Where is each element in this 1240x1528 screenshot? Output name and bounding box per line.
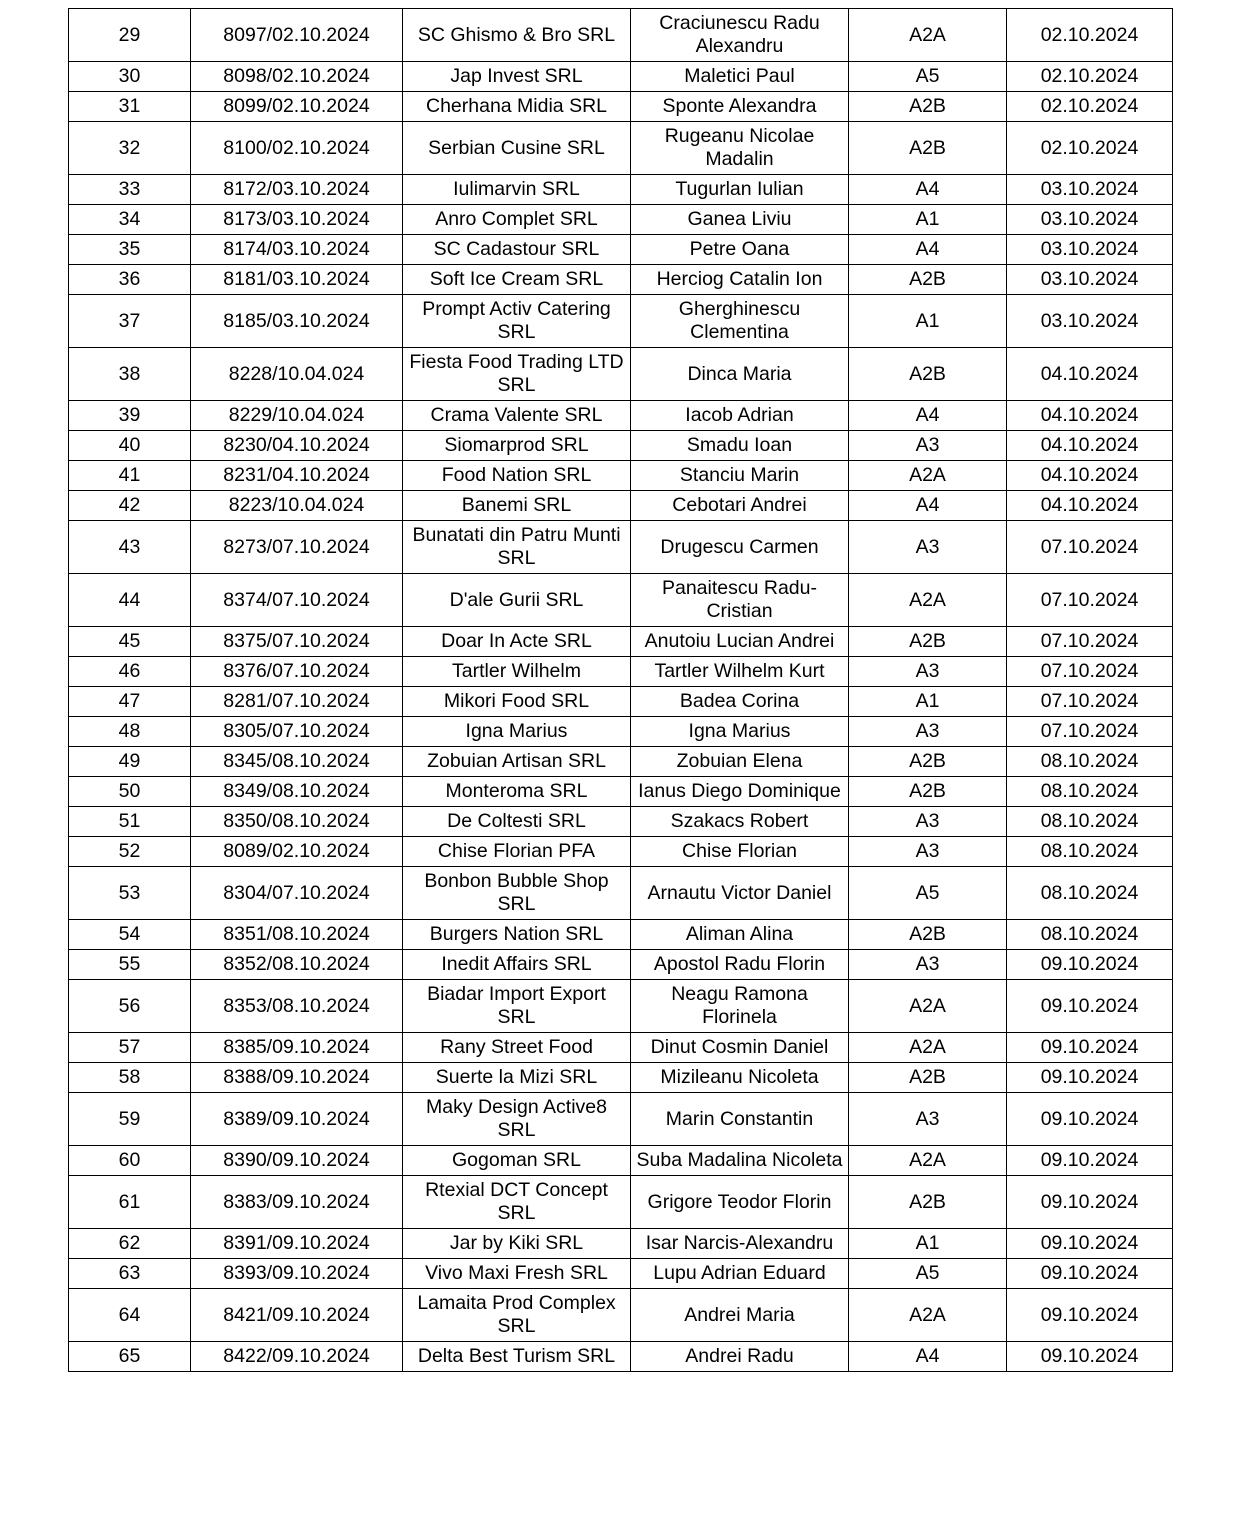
- cell-person: Arnautu Victor Daniel: [631, 867, 849, 920]
- cell-class: A4: [849, 401, 1007, 431]
- cell-nr: 30: [69, 62, 191, 92]
- cell-nr: 61: [69, 1176, 191, 1229]
- cell-class: A2B: [849, 920, 1007, 950]
- cell-registration_number: 8391/09.10.2024: [191, 1229, 403, 1259]
- cell-class: A4: [849, 235, 1007, 265]
- cell-person: Ganea Liviu: [631, 205, 849, 235]
- cell-company: Rtexial DCT Concept SRL: [403, 1176, 631, 1229]
- cell-class: A2A: [849, 461, 1007, 491]
- cell-person: Andrei Radu: [631, 1342, 849, 1372]
- cell-company: Vivo Maxi Fresh SRL: [403, 1259, 631, 1289]
- cell-person: Dinca Maria: [631, 348, 849, 401]
- cell-company: Food Nation SRL: [403, 461, 631, 491]
- table-row: [69, 348, 1173, 401]
- cell-nr: 29: [69, 9, 191, 62]
- cell-date: 08.10.2024: [1007, 777, 1173, 807]
- cell-date: 09.10.2024: [1007, 1146, 1173, 1176]
- cell-class: A3: [849, 837, 1007, 867]
- cell-registration_number: 8352/08.10.2024: [191, 950, 403, 980]
- cell-nr: 45: [69, 627, 191, 657]
- cell-class: A2B: [849, 1063, 1007, 1093]
- cell-class: A2B: [849, 627, 1007, 657]
- cell-nr: 37: [69, 295, 191, 348]
- cell-nr: 64: [69, 1289, 191, 1342]
- cell-date: 09.10.2024: [1007, 1176, 1173, 1229]
- cell-company: Maky Design Active8 SRL: [403, 1093, 631, 1146]
- cell-date: 03.10.2024: [1007, 265, 1173, 295]
- cell-registration_number: 8374/07.10.2024: [191, 574, 403, 627]
- table-row: [69, 980, 1173, 1033]
- cell-class: A1: [849, 205, 1007, 235]
- cell-person: Grigore Teodor Florin: [631, 1176, 849, 1229]
- cell-registration_number: 8089/02.10.2024: [191, 837, 403, 867]
- cell-class: A2A: [849, 1033, 1007, 1063]
- cell-nr: 31: [69, 92, 191, 122]
- cell-class: A5: [849, 62, 1007, 92]
- cell-nr: 41: [69, 461, 191, 491]
- table-row: [69, 777, 1173, 807]
- cell-date: 02.10.2024: [1007, 92, 1173, 122]
- cell-nr: 34: [69, 205, 191, 235]
- cell-nr: 59: [69, 1093, 191, 1146]
- table-row: [69, 295, 1173, 348]
- cell-date: 09.10.2024: [1007, 1342, 1173, 1372]
- cell-date: 08.10.2024: [1007, 867, 1173, 920]
- table-row: [69, 235, 1173, 265]
- cell-person: Suba Madalina Nicoleta: [631, 1146, 849, 1176]
- table-row: [69, 205, 1173, 235]
- cell-company: De Coltesti SRL: [403, 807, 631, 837]
- cell-registration_number: 8350/08.10.2024: [191, 807, 403, 837]
- cell-registration_number: 8185/03.10.2024: [191, 295, 403, 348]
- cell-company: Zobuian Artisan SRL: [403, 747, 631, 777]
- table-row: [69, 627, 1173, 657]
- cell-person: Lupu Adrian Eduard: [631, 1259, 849, 1289]
- cell-class: A2B: [849, 122, 1007, 175]
- cell-company: Siomarprod SRL: [403, 431, 631, 461]
- table-row: [69, 401, 1173, 431]
- cell-company: Mikori Food SRL: [403, 687, 631, 717]
- cell-company: SC Ghismo & Bro SRL: [403, 9, 631, 62]
- cell-company: Iulimarvin SRL: [403, 175, 631, 205]
- table-row: [69, 867, 1173, 920]
- cell-company: Cherhana Midia SRL: [403, 92, 631, 122]
- cell-class: A3: [849, 807, 1007, 837]
- cell-company: Chise Florian PFA: [403, 837, 631, 867]
- cell-class: A5: [849, 867, 1007, 920]
- cell-nr: 51: [69, 807, 191, 837]
- cell-class: A2B: [849, 92, 1007, 122]
- cell-date: 07.10.2024: [1007, 627, 1173, 657]
- cell-person: Szakacs Robert: [631, 807, 849, 837]
- table-row: [69, 1093, 1173, 1146]
- cell-class: A3: [849, 950, 1007, 980]
- cell-class: A2B: [849, 265, 1007, 295]
- table-row: [69, 265, 1173, 295]
- cell-class: A1: [849, 687, 1007, 717]
- cell-company: Banemi SRL: [403, 491, 631, 521]
- cell-company: Serbian Cusine SRL: [403, 122, 631, 175]
- cell-person: Sponte Alexandra: [631, 92, 849, 122]
- cell-company: Lamaita Prod Complex SRL: [403, 1289, 631, 1342]
- cell-person: Smadu Ioan: [631, 431, 849, 461]
- cell-date: 04.10.2024: [1007, 461, 1173, 491]
- cell-date: 08.10.2024: [1007, 807, 1173, 837]
- cell-person: Apostol Radu Florin: [631, 950, 849, 980]
- cell-company: Tartler Wilhelm: [403, 657, 631, 687]
- cell-nr: 63: [69, 1259, 191, 1289]
- cell-company: Crama Valente SRL: [403, 401, 631, 431]
- cell-registration_number: 8376/07.10.2024: [191, 657, 403, 687]
- cell-registration_number: 8229/10.04.024: [191, 401, 403, 431]
- cell-registration_number: 8174/03.10.2024: [191, 235, 403, 265]
- cell-company: D'ale Gurii SRL: [403, 574, 631, 627]
- cell-class: A4: [849, 491, 1007, 521]
- table-row: [69, 717, 1173, 747]
- table-row: [69, 431, 1173, 461]
- cell-company: Fiesta Food Trading LTD SRL: [403, 348, 631, 401]
- cell-nr: 54: [69, 920, 191, 950]
- registration-table: [68, 8, 1173, 1372]
- cell-nr: 56: [69, 980, 191, 1033]
- table-row: [69, 807, 1173, 837]
- cell-date: 09.10.2024: [1007, 1063, 1173, 1093]
- table-row: [69, 950, 1173, 980]
- cell-person: Gherghinescu Clementina: [631, 295, 849, 348]
- table-row: [69, 175, 1173, 205]
- cell-registration_number: 8304/07.10.2024: [191, 867, 403, 920]
- cell-date: 09.10.2024: [1007, 1289, 1173, 1342]
- cell-date: 09.10.2024: [1007, 1093, 1173, 1146]
- table-row: [69, 1259, 1173, 1289]
- cell-registration_number: 8181/03.10.2024: [191, 265, 403, 295]
- cell-date: 03.10.2024: [1007, 295, 1173, 348]
- cell-class: A5: [849, 1259, 1007, 1289]
- cell-class: A2A: [849, 1289, 1007, 1342]
- cell-date: 09.10.2024: [1007, 1229, 1173, 1259]
- cell-nr: 53: [69, 867, 191, 920]
- table-row: [69, 1063, 1173, 1093]
- table-row: [69, 92, 1173, 122]
- cell-registration_number: 8390/09.10.2024: [191, 1146, 403, 1176]
- cell-person: Marin Constantin: [631, 1093, 849, 1146]
- cell-company: Doar In Acte SRL: [403, 627, 631, 657]
- cell-person: Isar Narcis-Alexandru: [631, 1229, 849, 1259]
- cell-registration_number: 8231/04.10.2024: [191, 461, 403, 491]
- cell-registration_number: 8353/08.10.2024: [191, 980, 403, 1033]
- cell-nr: 52: [69, 837, 191, 867]
- cell-registration_number: 8421/09.10.2024: [191, 1289, 403, 1342]
- table-row: [69, 920, 1173, 950]
- cell-registration_number: 8305/07.10.2024: [191, 717, 403, 747]
- cell-nr: 33: [69, 175, 191, 205]
- table-row: [69, 1229, 1173, 1259]
- cell-class: A4: [849, 1342, 1007, 1372]
- cell-person: Badea Corina: [631, 687, 849, 717]
- cell-date: 04.10.2024: [1007, 431, 1173, 461]
- cell-class: A1: [849, 1229, 1007, 1259]
- cell-person: Igna Marius: [631, 717, 849, 747]
- cell-person: Drugescu Carmen: [631, 521, 849, 574]
- cell-registration_number: 8098/02.10.2024: [191, 62, 403, 92]
- cell-date: 04.10.2024: [1007, 491, 1173, 521]
- cell-registration_number: 8281/07.10.2024: [191, 687, 403, 717]
- cell-class: A2A: [849, 980, 1007, 1033]
- cell-class: A2A: [849, 1146, 1007, 1176]
- cell-date: 04.10.2024: [1007, 348, 1173, 401]
- cell-nr: 44: [69, 574, 191, 627]
- cell-company: Jar by Kiki SRL: [403, 1229, 631, 1259]
- cell-class: A3: [849, 717, 1007, 747]
- cell-class: A2B: [849, 1176, 1007, 1229]
- cell-company: Biadar Import Export SRL: [403, 980, 631, 1033]
- cell-registration_number: 8345/08.10.2024: [191, 747, 403, 777]
- cell-company: Igna Marius: [403, 717, 631, 747]
- cell-nr: 46: [69, 657, 191, 687]
- table-row: [69, 574, 1173, 627]
- cell-company: Inedit Affairs SRL: [403, 950, 631, 980]
- cell-registration_number: 8389/09.10.2024: [191, 1093, 403, 1146]
- cell-registration_number: 8385/09.10.2024: [191, 1033, 403, 1063]
- cell-nr: 39: [69, 401, 191, 431]
- cell-company: Bunatati din Patru Munti SRL: [403, 521, 631, 574]
- cell-company: SC Cadastour SRL: [403, 235, 631, 265]
- cell-date: 03.10.2024: [1007, 205, 1173, 235]
- cell-person: Herciog Catalin Ion: [631, 265, 849, 295]
- cell-nr: 58: [69, 1063, 191, 1093]
- cell-date: 09.10.2024: [1007, 950, 1173, 980]
- cell-person: Petre Oana: [631, 235, 849, 265]
- cell-person: Mizileanu Nicoleta: [631, 1063, 849, 1093]
- cell-date: 09.10.2024: [1007, 1033, 1173, 1063]
- cell-nr: 40: [69, 431, 191, 461]
- cell-registration_number: 8375/07.10.2024: [191, 627, 403, 657]
- cell-company: Burgers Nation SRL: [403, 920, 631, 950]
- table-row: [69, 1289, 1173, 1342]
- cell-registration_number: 8273/07.10.2024: [191, 521, 403, 574]
- cell-registration_number: 8383/09.10.2024: [191, 1176, 403, 1229]
- cell-person: Iacob Adrian: [631, 401, 849, 431]
- cell-nr: 49: [69, 747, 191, 777]
- cell-class: A2B: [849, 348, 1007, 401]
- table-row: [69, 1033, 1173, 1063]
- cell-person: Chise Florian: [631, 837, 849, 867]
- cell-registration_number: 8100/02.10.2024: [191, 122, 403, 175]
- cell-person: Craciunescu Radu Alexandru: [631, 9, 849, 62]
- cell-date: 09.10.2024: [1007, 1259, 1173, 1289]
- cell-class: A1: [849, 295, 1007, 348]
- cell-person: Zobuian Elena: [631, 747, 849, 777]
- cell-nr: 50: [69, 777, 191, 807]
- cell-person: Panaitescu Radu-Cristian: [631, 574, 849, 627]
- cell-date: 07.10.2024: [1007, 657, 1173, 687]
- cell-person: Tugurlan Iulian: [631, 175, 849, 205]
- cell-company: Rany Street Food: [403, 1033, 631, 1063]
- cell-person: Rugeanu Nicolae Madalin: [631, 122, 849, 175]
- cell-company: Anro Complet SRL: [403, 205, 631, 235]
- cell-company: Delta Best Turism SRL: [403, 1342, 631, 1372]
- cell-nr: 36: [69, 265, 191, 295]
- table-row: [69, 491, 1173, 521]
- cell-nr: 57: [69, 1033, 191, 1063]
- cell-registration_number: 8228/10.04.024: [191, 348, 403, 401]
- cell-person: Anutoiu Lucian Andrei: [631, 627, 849, 657]
- cell-nr: 62: [69, 1229, 191, 1259]
- cell-class: A4: [849, 175, 1007, 205]
- cell-nr: 42: [69, 491, 191, 521]
- cell-date: 08.10.2024: [1007, 837, 1173, 867]
- cell-person: Aliman Alina: [631, 920, 849, 950]
- table-body: [69, 9, 1173, 1372]
- cell-person: Maletici Paul: [631, 62, 849, 92]
- cell-nr: 35: [69, 235, 191, 265]
- cell-date: 03.10.2024: [1007, 235, 1173, 265]
- cell-date: 04.10.2024: [1007, 401, 1173, 431]
- cell-registration_number: 8388/09.10.2024: [191, 1063, 403, 1093]
- table-row: [69, 1176, 1173, 1229]
- cell-class: A3: [849, 431, 1007, 461]
- cell-registration_number: 8223/10.04.024: [191, 491, 403, 521]
- cell-registration_number: 8422/09.10.2024: [191, 1342, 403, 1372]
- cell-nr: 43: [69, 521, 191, 574]
- cell-person: Tartler Wilhelm Kurt: [631, 657, 849, 687]
- cell-class: A3: [849, 521, 1007, 574]
- cell-company: Prompt Activ Catering SRL: [403, 295, 631, 348]
- cell-company: Bonbon Bubble Shop SRL: [403, 867, 631, 920]
- cell-date: 07.10.2024: [1007, 687, 1173, 717]
- cell-registration_number: 8097/02.10.2024: [191, 9, 403, 62]
- cell-nr: 55: [69, 950, 191, 980]
- cell-company: Soft Ice Cream SRL: [403, 265, 631, 295]
- cell-person: Stanciu Marin: [631, 461, 849, 491]
- cell-class: A2B: [849, 747, 1007, 777]
- cell-date: 02.10.2024: [1007, 122, 1173, 175]
- table-row: [69, 657, 1173, 687]
- cell-date: 08.10.2024: [1007, 920, 1173, 950]
- cell-person: Cebotari Andrei: [631, 491, 849, 521]
- cell-class: A2A: [849, 574, 1007, 627]
- table-row: [69, 837, 1173, 867]
- cell-date: 08.10.2024: [1007, 747, 1173, 777]
- table-row: [69, 1342, 1173, 1372]
- cell-class: A2A: [849, 9, 1007, 62]
- table-row: [69, 747, 1173, 777]
- cell-person: Andrei Maria: [631, 1289, 849, 1342]
- cell-registration_number: 8172/03.10.2024: [191, 175, 403, 205]
- cell-registration_number: 8351/08.10.2024: [191, 920, 403, 950]
- cell-company: Gogoman SRL: [403, 1146, 631, 1176]
- cell-nr: 47: [69, 687, 191, 717]
- cell-person: Neagu Ramona Florinela: [631, 980, 849, 1033]
- cell-date: 09.10.2024: [1007, 980, 1173, 1033]
- cell-company: Suerte la Mizi SRL: [403, 1063, 631, 1093]
- table-row: [69, 1146, 1173, 1176]
- cell-class: A3: [849, 657, 1007, 687]
- cell-nr: 48: [69, 717, 191, 747]
- cell-nr: 32: [69, 122, 191, 175]
- cell-registration_number: 8099/02.10.2024: [191, 92, 403, 122]
- table-row: [69, 9, 1173, 62]
- table-row: [69, 687, 1173, 717]
- cell-registration_number: 8349/08.10.2024: [191, 777, 403, 807]
- cell-person: Ianus Diego Dominique: [631, 777, 849, 807]
- cell-registration_number: 8230/04.10.2024: [191, 431, 403, 461]
- cell-date: 02.10.2024: [1007, 62, 1173, 92]
- cell-person: Dinut Cosmin Daniel: [631, 1033, 849, 1063]
- cell-date: 03.10.2024: [1007, 175, 1173, 205]
- cell-nr: 38: [69, 348, 191, 401]
- table-row: [69, 521, 1173, 574]
- cell-company: Monteroma SRL: [403, 777, 631, 807]
- cell-registration_number: 8393/09.10.2024: [191, 1259, 403, 1289]
- cell-company: Jap Invest SRL: [403, 62, 631, 92]
- cell-nr: 65: [69, 1342, 191, 1372]
- table-row: [69, 461, 1173, 491]
- table-row: [69, 62, 1173, 92]
- cell-date: 02.10.2024: [1007, 9, 1173, 62]
- table-row: [69, 122, 1173, 175]
- cell-date: 07.10.2024: [1007, 574, 1173, 627]
- cell-class: A2B: [849, 777, 1007, 807]
- cell-date: 07.10.2024: [1007, 717, 1173, 747]
- cell-date: 07.10.2024: [1007, 521, 1173, 574]
- cell-registration_number: 8173/03.10.2024: [191, 205, 403, 235]
- cell-class: A3: [849, 1093, 1007, 1146]
- cell-nr: 60: [69, 1146, 191, 1176]
